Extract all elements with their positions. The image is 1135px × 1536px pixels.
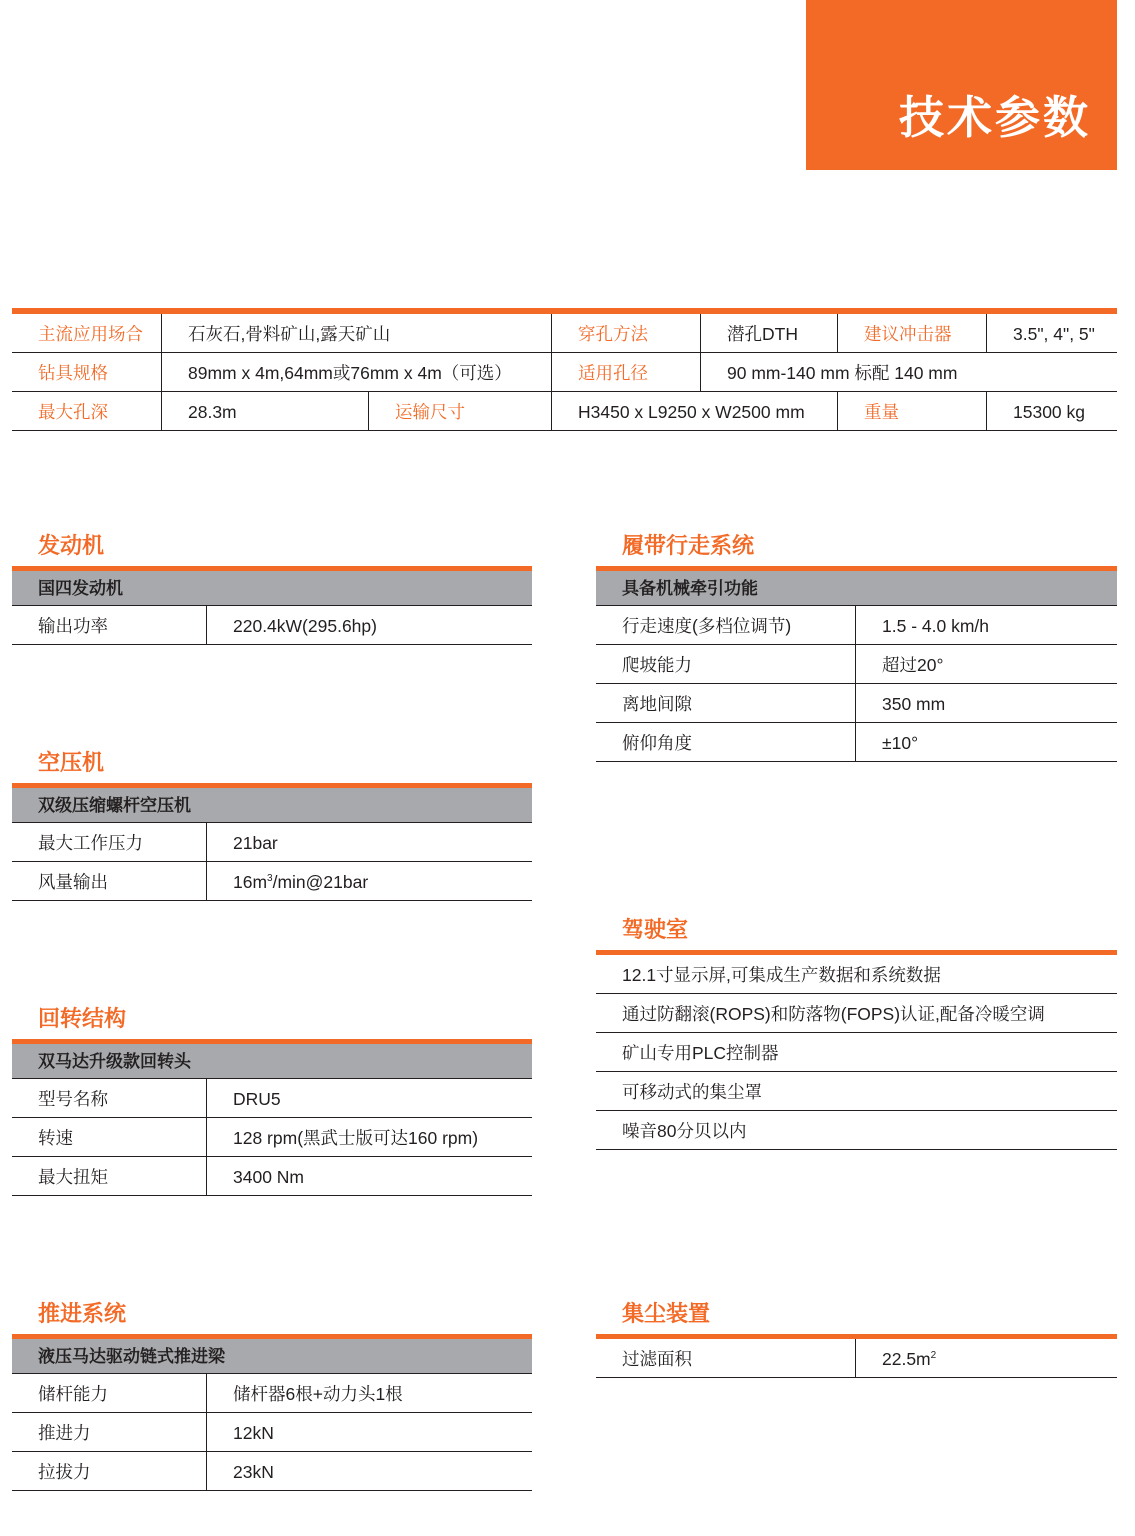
spec-row bbox=[596, 1339, 1117, 1378]
spec-value: 23kN bbox=[206, 1452, 274, 1490]
rotation-section bbox=[12, 1006, 532, 1196]
spec-row bbox=[12, 1157, 532, 1196]
weight-value: 15300 kg bbox=[986, 392, 1117, 430]
hammer-label: 建议冲击器 bbox=[837, 314, 986, 352]
application-value: 石灰石,骨料矿山,露天矿山 bbox=[161, 314, 551, 352]
spec-value: 12kN bbox=[206, 1413, 274, 1451]
spec-label: 离地间隙 bbox=[622, 694, 692, 714]
application-label: 主流应用场合 bbox=[38, 324, 143, 344]
spec-value bbox=[855, 1339, 936, 1377]
section-title: 集尘装置 bbox=[622, 1301, 711, 1326]
feed-section bbox=[12, 1301, 532, 1491]
overview-row bbox=[12, 353, 1117, 392]
spec-value: 3400 Nm bbox=[206, 1157, 304, 1195]
compressor-section bbox=[12, 750, 532, 901]
overview-row bbox=[12, 314, 1117, 353]
feature-row bbox=[596, 1072, 1117, 1111]
overview-table bbox=[12, 308, 1117, 431]
section-header: 国四发动机 bbox=[12, 571, 532, 606]
value-text: 22.5m bbox=[882, 1349, 931, 1369]
hole-diameter-value: 90 mm-140 mm 标配 140 mm bbox=[700, 353, 1117, 391]
feature-text: 通过防翻滚(ROPS)和防落物(FOPS)认证,配备冷暖空调 bbox=[622, 1004, 1045, 1024]
spec-row bbox=[596, 723, 1117, 762]
transport-size-label: 运输尺寸 bbox=[368, 392, 551, 430]
spec-row bbox=[12, 1374, 532, 1413]
spec-label: 储杆能力 bbox=[38, 1384, 108, 1404]
drill-tool-label: 钻具规格 bbox=[38, 363, 108, 383]
section-title: 驾驶室 bbox=[622, 917, 689, 942]
section-header: 具备机械牵引功能 bbox=[596, 571, 1117, 606]
feature-text: 矿山专用PLC控制器 bbox=[622, 1043, 779, 1063]
section-header: 液压马达驱动链式推进梁 bbox=[12, 1339, 532, 1374]
spec-label: 俯仰角度 bbox=[622, 733, 692, 753]
spec-label: 最大工作压力 bbox=[38, 833, 143, 853]
feature-row bbox=[596, 1111, 1117, 1150]
spec-label: 爬坡能力 bbox=[622, 655, 692, 675]
spec-value: 超过20° bbox=[855, 645, 943, 683]
spec-row bbox=[12, 1413, 532, 1452]
hammer-value: 3.5", 4", 5" bbox=[986, 314, 1117, 352]
spec-row bbox=[596, 606, 1117, 645]
spec-label: 输出功率 bbox=[38, 616, 108, 636]
section-title: 空压机 bbox=[38, 750, 105, 775]
spec-value: 21bar bbox=[206, 823, 278, 861]
dust-section bbox=[596, 1301, 1117, 1378]
spec-row bbox=[12, 1118, 532, 1157]
title-banner bbox=[806, 0, 1117, 170]
spec-label: 型号名称 bbox=[38, 1089, 108, 1109]
spec-row bbox=[12, 1079, 532, 1118]
section-title: 发动机 bbox=[38, 533, 105, 558]
section-title: 回转结构 bbox=[38, 1006, 127, 1031]
spec-value: 128 rpm(黑武士版可达160 rpm) bbox=[206, 1118, 478, 1156]
section-header: 双级压缩螺杆空压机 bbox=[12, 788, 532, 823]
feature-text: 12.1寸显示屏,可集成生产数据和系统数据 bbox=[622, 965, 941, 985]
value-superscript: 3 bbox=[267, 873, 273, 884]
tracks-section bbox=[596, 533, 1117, 762]
engine-section bbox=[12, 533, 532, 645]
spec-row bbox=[12, 823, 532, 862]
spec-value: DRU5 bbox=[206, 1079, 281, 1117]
max-depth-value: 28.3m bbox=[161, 392, 368, 430]
feature-text: 可移动式的集尘罩 bbox=[622, 1082, 762, 1102]
spec-label: 拉拔力 bbox=[38, 1462, 91, 1482]
spec-label: 风量输出 bbox=[38, 872, 108, 892]
spec-label: 转速 bbox=[38, 1128, 73, 1148]
spec-label: 过滤面积 bbox=[622, 1349, 692, 1369]
hole-diameter-label: 适用孔径 bbox=[551, 353, 700, 391]
drilling-method-value: 潜孔DTH bbox=[700, 314, 837, 352]
value-text: 16m bbox=[233, 872, 268, 892]
spec-label: 最大扭矩 bbox=[38, 1167, 108, 1187]
spec-value: 220.4kW(295.6hp) bbox=[206, 606, 377, 644]
spec-row bbox=[596, 684, 1117, 723]
feature-row bbox=[596, 1033, 1117, 1072]
spec-value bbox=[206, 862, 368, 900]
spec-row bbox=[12, 1452, 532, 1491]
overview-row bbox=[12, 392, 1117, 431]
feature-text: 噪音80分贝以内 bbox=[622, 1121, 747, 1141]
spec-row bbox=[596, 645, 1117, 684]
section-title: 推进系统 bbox=[38, 1301, 127, 1326]
page-title: 技术参数 bbox=[898, 91, 1091, 144]
section-title: 履带行走系统 bbox=[622, 533, 755, 558]
value-text: /min@21bar bbox=[272, 872, 369, 892]
transport-size-value: H3450 x L9250 x W2500 mm bbox=[551, 392, 837, 430]
spec-label: 推进力 bbox=[38, 1423, 91, 1443]
spec-value: 1.5 - 4.0 km/h bbox=[855, 606, 989, 644]
max-depth-label: 最大孔深 bbox=[38, 402, 108, 422]
cab-section bbox=[596, 917, 1117, 1150]
spec-value: 储杆器6根+动力头1根 bbox=[206, 1374, 403, 1412]
spec-row bbox=[12, 606, 532, 645]
spec-row bbox=[12, 862, 532, 901]
spec-label: 行走速度(多档位调节) bbox=[622, 616, 792, 636]
value-superscript: 2 bbox=[930, 1350, 937, 1361]
drill-tool-value: 89mm x 4m,64mm或76mm x 4m（可选） bbox=[161, 353, 551, 391]
feature-row bbox=[596, 994, 1117, 1033]
weight-label: 重量 bbox=[837, 392, 986, 430]
drilling-method-label: 穿孔方法 bbox=[551, 314, 700, 352]
section-header: 双马达升级款回转头 bbox=[12, 1044, 532, 1079]
spec-value: 350 mm bbox=[855, 684, 945, 722]
spec-value: ±10° bbox=[855, 723, 918, 761]
feature-row bbox=[596, 955, 1117, 994]
